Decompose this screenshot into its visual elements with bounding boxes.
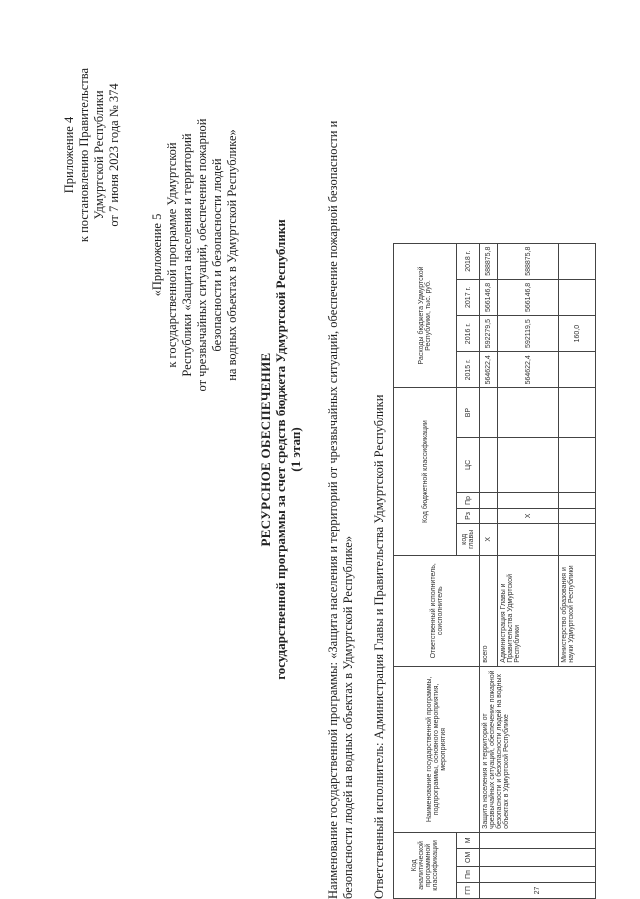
document-title — [258, 0, 303, 899]
cell-2017-total: 566146,8 — [480, 279, 498, 315]
header-rz: Рз — [457, 509, 480, 524]
cell-2018-total: 588875,8 — [480, 243, 498, 279]
cell-2016-education: 160,0 — [559, 316, 596, 352]
cell-executor-admin: Администрация Главы и Правительства Удмуртской Республики — [498, 555, 559, 666]
cell-2016-admin: 592119,5 — [498, 316, 559, 352]
appendix-5-line5: безопасности и безопасности людей — [210, 158, 224, 352]
header-om: ОМ — [457, 848, 480, 866]
appendix-5-line3: Республики «Защита населения и территорий — [180, 133, 194, 377]
title-line3: (1 этап) — [288, 427, 303, 472]
header-budget-code: Код бюджетной классификации — [394, 388, 457, 555]
appendix-4-line2: к постановлению Правительства — [77, 67, 91, 243]
header-vr: ВР — [457, 388, 480, 437]
appendix-4-header — [62, 40, 122, 270]
header-gl: код главы — [457, 523, 480, 555]
header-2015: 2015 г. — [457, 352, 480, 388]
header-pp: Пп — [457, 867, 480, 883]
cell-2016-total: 592279,5 — [480, 316, 498, 352]
cell-2015-admin: 564622,4 — [498, 352, 559, 388]
header-executor: Ответственный исполнитель, соисполнитель — [394, 555, 480, 666]
cell-2017-admin: 566146,8 — [498, 279, 559, 315]
appendix-4-line3: Удмуртской Республики — [92, 90, 106, 220]
program-name: Наименование государственной программы: «Защита населения и территорий от чрезвычайных ситуаций, обеспечение пожарной безопасности и безопасности людей на водных объектах в Удмуртской Республике» — [326, 120, 355, 899]
appendix-5-line2: к государственной программе Удмуртской — [165, 142, 179, 368]
header-expenses: Расходы бюджета Удмуртской Республики, тыс. руб. — [394, 243, 457, 388]
appendix-5-header — [150, 40, 240, 470]
cell-program-name: Защита населения и территорий от чрезвычайных ситуаций, обеспечение пожарной безопасности и безопасности людей на водных объектах в Удмуртской Республике — [480, 666, 596, 832]
appendix-5-line1: «Приложение 5 — [150, 213, 164, 297]
header-2018: 2018 г. — [457, 243, 480, 279]
header-gp: ГП — [457, 883, 480, 899]
cell-gl-total: Х — [480, 523, 498, 555]
cell-2018-admin: 588875,8 — [498, 243, 559, 279]
header-m: М — [457, 832, 480, 848]
title-line2: государственной программы за счет средств бюджета Удмуртской Республики — [273, 219, 288, 680]
header-2016: 2016 г. — [457, 316, 480, 352]
responsible-executor: Ответственный исполнитель: Администрация Главы и Правительства Удмуртской Республики — [372, 394, 386, 899]
table-blank-area — [394, 27, 596, 243]
appendix-5-line6: на водных объектах в Удмуртской Республике» — [225, 129, 239, 381]
header-2017: 2017 г. — [457, 279, 480, 315]
appendix-4-line4: от 7 июня 2023 года № 374 — [107, 83, 121, 227]
cell-executor-education: Министерство образования и науки Удмуртской Республики — [559, 555, 596, 666]
header-analytic-code: Код аналитической программной классификации — [394, 832, 457, 898]
appendix-4-line1: Приложение 4 — [62, 116, 76, 194]
cell-gp: 27 — [480, 883, 596, 899]
resource-table — [393, 27, 596, 899]
cell-executor-total: всего — [480, 555, 498, 666]
header-name: Наименование государственной программы, подпрограммы, основного мероприятия, мероприятия — [394, 666, 480, 832]
cell-2015-total: 564622,4 — [480, 352, 498, 388]
header-pr: Пр — [457, 493, 480, 509]
header-cs: ЦС — [457, 437, 480, 492]
cell-rz-admin: Х — [498, 509, 559, 524]
appendix-5-line4: от чрезвычайных ситуаций, обеспечение пожарной — [195, 118, 209, 392]
title-line1: РЕСУРСНОЕ ОБЕСПЕЧЕНИЕ — [258, 352, 273, 547]
